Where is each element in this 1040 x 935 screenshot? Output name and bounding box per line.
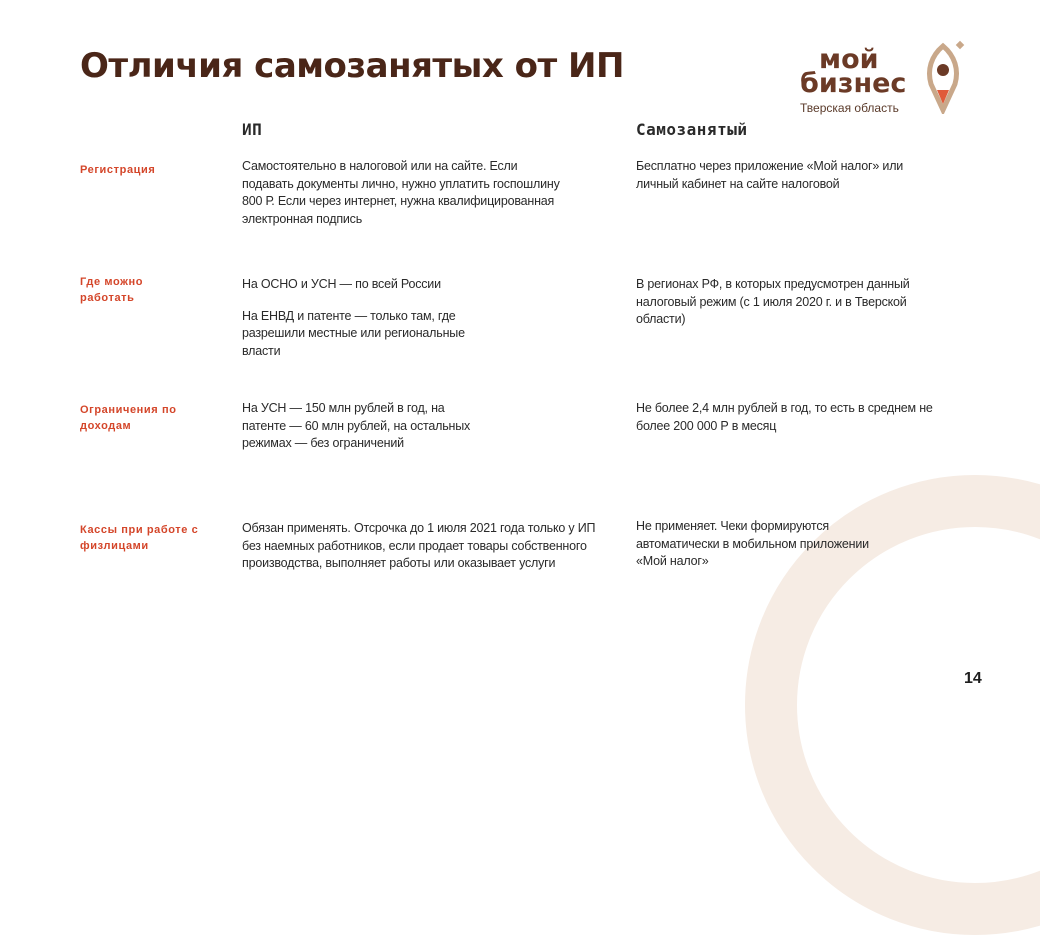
cell-text: На ОСНО и УСН — по всей России (242, 277, 441, 291)
page-number: 14 (964, 670, 982, 687)
cell-self-cash-registers (636, 518, 886, 571)
cell-ip-income-limits (242, 400, 477, 453)
column-header-ip: ИП (242, 120, 263, 139)
row-label-where-to-work: Где можно работать (80, 276, 144, 304)
cell-self-income-limits (636, 400, 936, 435)
cell-text: В регионах РФ, в которых предусмотрен данный налоговый режим (с 1 июля 2020 г. и в Тверской области) (636, 277, 910, 326)
logo-word-2: бизнес (800, 68, 907, 99)
cell-self-registration (636, 158, 936, 193)
cell-ip-cash-registers (242, 520, 597, 573)
brand-logo (795, 40, 975, 120)
row-label-income-limits: Ограничения по доходам (80, 404, 177, 432)
cell-ip-registration (242, 158, 572, 228)
cell-text: Не применяет. Чеки формируются автоматически в мобильном приложении «Мой налог» (636, 519, 869, 568)
row-label-cash-registers: Кассы при работе с физлицами (80, 524, 199, 552)
cell-text: Не более 2,4 млн рублей в год, то есть в среднем не более 200 000 Р в месяц (636, 401, 933, 433)
cell-text: Бесплатно через приложение «Мой налог» или личный кабинет на сайте налоговой (636, 159, 904, 191)
rocket-pin-icon (919, 40, 967, 114)
column-header-self-employed: Самозанятый (636, 120, 748, 139)
page-title: Отличия самозанятых от ИП (80, 46, 624, 86)
cell-text: Самостоятельно в налоговой или на сайте. Если подавать документы лично, нужно уплатить госпошлину 800 Р. Если через интернет, нужна квалифицированная электронная подпись (242, 159, 560, 226)
logo-word-1: мой (819, 44, 879, 75)
cell-text: Обязан применять. Отсрочка до 1 июля 2021 года только у ИП без наемных работников, если продает товары собственного производства, выполняет работы или оказывает услуги (242, 521, 596, 570)
cell-text: На УСН — 150 млн рублей в год, на патенте — 60 млн рублей, на остальных режимах — без ограничений (242, 401, 471, 450)
row-label-registration: Регистрация (80, 164, 156, 176)
cell-ip-where-to-work (242, 276, 482, 360)
logo-region: Тверская область (800, 101, 899, 115)
cell-text: На ЕНВД и патенте — только там, где разрешили местные или региональные власти (242, 308, 465, 358)
cell-self-where-to-work (636, 276, 936, 329)
